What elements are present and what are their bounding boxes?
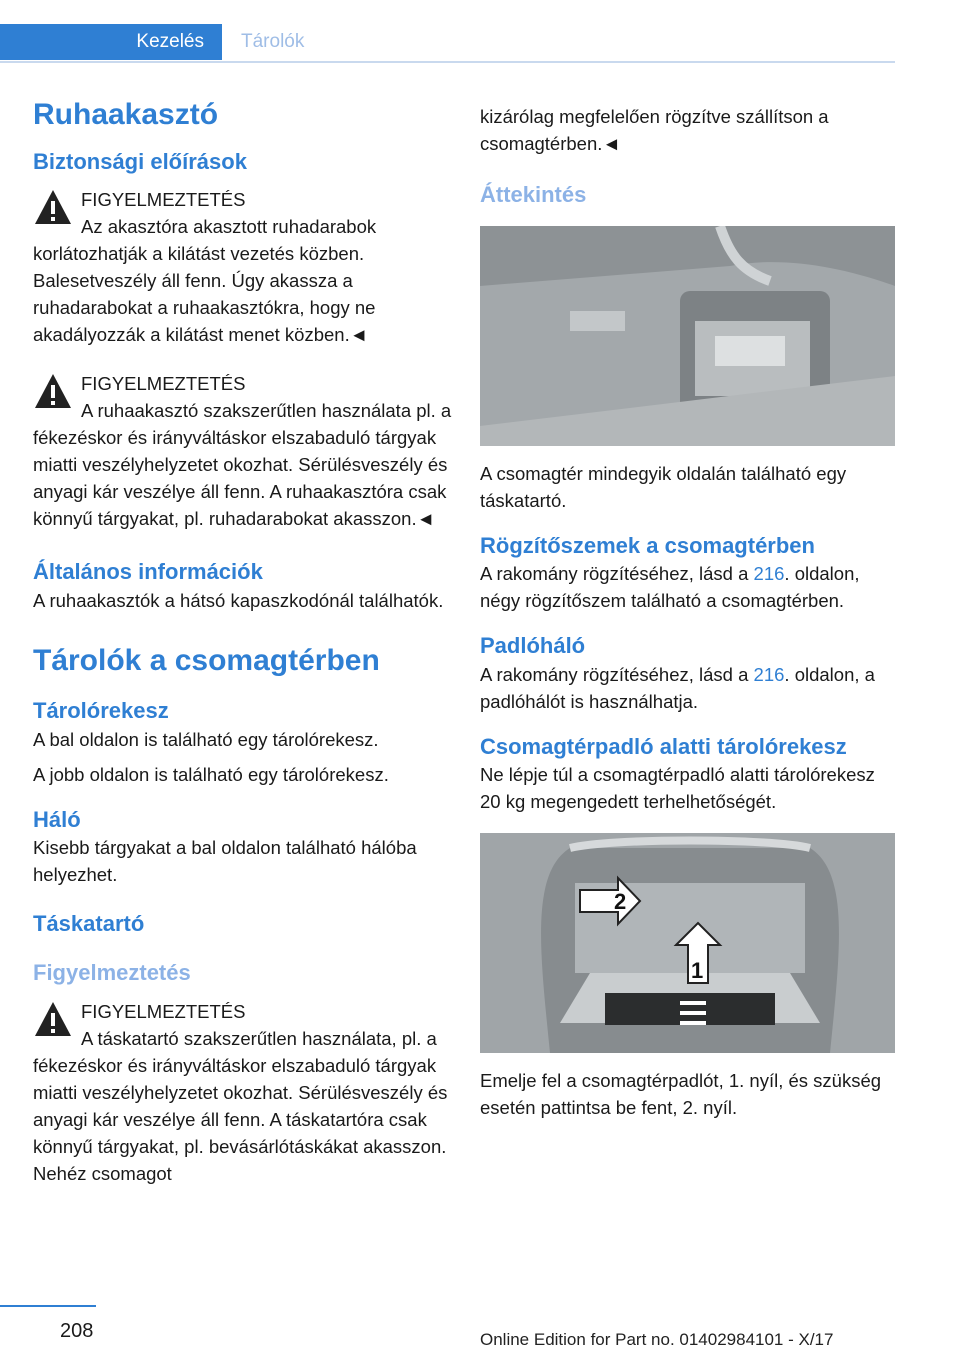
safety-heading: Biztonsági előírások: [33, 148, 247, 174]
anchors-heading: Rögzítőszemek a csomagtérben: [480, 532, 815, 558]
footer-divider: [0, 1305, 96, 1307]
right-column: [480, 103, 900, 1121]
page-link-216[interactable]: 216: [753, 563, 785, 585]
figure1-caption: A csomagtér mindegyik oldalán található egy táskatartó.: [480, 462, 847, 511]
header-tab-bar: [0, 24, 895, 62]
warning-label: FIGYELMEZTETÉS: [81, 1000, 246, 1022]
underfloor-text: Ne lépje túl a csomagtérpadló alatti tárolórekesz 20 kg megengedett terhelhetőségét.: [480, 764, 875, 813]
tab-kezeles[interactable]: Kezelés: [0, 24, 222, 60]
warning-text: A ruhaakasztó szakszerűtlen használata pl. a fékezéskor és irányváltáskor elszabaduló tárgyak miatti veszélyhelyzetet okozhat. Sérülésveszély és anyagi kár veszélye áll fenn. A ruhaakasztóra csak könnyű tárgyakat, pl. ruhadarabokat akasszon.◄: [33, 400, 452, 530]
trunk-floor-illustration: [480, 833, 895, 1053]
underfloor-heading: Csomagtérpadló alatti tárolórekesz: [480, 733, 847, 759]
floornet-text: [480, 661, 900, 715]
warning-text: A táskatartó szakszerűtlen használata, pl. a fékezéskor és irányváltáskor elszabaduló tárgyak miatti veszélyhelyzetet okozhat. Sérülésveszély és anyagi kár veszélye áll fenn. A táskatartóra csak könnyű tárgyakat, pl. bevásárlótáskákat akasszon. Nehéz csomagot: [33, 1027, 448, 1184]
warning-label: FIGYELMEZTETÉS: [81, 189, 246, 211]
trunk-side-image: [480, 226, 895, 446]
floornet-text-post: . oldalon, a padlóhálót is használhatja.: [480, 663, 875, 712]
warning-label: FIGYELMEZTETÉS: [81, 373, 246, 395]
compartment-text-1: A bal oldalon is található egy tárolórekesz.: [33, 728, 379, 750]
compartment-heading: Tárolórekesz: [33, 698, 169, 724]
trunk-side-illustration: [480, 226, 895, 446]
anchors-text-post: . oldalon, négy rögzítőszem található a csomagtérben.: [480, 563, 860, 612]
tab-tarolok[interactable]: Tárolók: [241, 31, 305, 52]
figure2-caption: Emelje fel a csomagtérpadlót, 1. nyíl, és szükség esetén pattintsa be fent, 2. nyíl.: [480, 1070, 882, 1119]
warning-text: Az akasztóra akasztott ruhadarabok korlátozhatják a kilátást vezetés közben. Balesetveszély áll fenn. Úgy akassza a ruhadarabokat a ruhaakasztókra, hogy ne akadályozzák a kilátást menet közben.◄: [33, 216, 377, 346]
overview-heading: Áttekintés: [480, 182, 587, 207]
warning-triangle-icon: [33, 1000, 73, 1038]
net-text: Kisebb tárgyakat a bal oldalon található hálóba helyezhet.: [33, 837, 417, 886]
bag-holder-heading: Táskatartó: [33, 911, 145, 937]
warning-block-1: [33, 186, 453, 348]
page-number: 208: [60, 1320, 94, 1342]
warning-block-2: [33, 370, 453, 532]
page-title: Ruhaakasztó: [33, 98, 219, 131]
arrow-1-label: 1: [691, 958, 704, 984]
edition-footer: Online Edition for Part no. 01402984101 - X/17: [480, 1330, 834, 1349]
general-heading: Általános információk: [33, 559, 263, 585]
warning-subheading: Figyelmeztetés: [33, 959, 191, 985]
anchors-text-pre: A rakomány rögzítéséhez, lásd a: [480, 563, 754, 585]
left-column: [33, 96, 453, 1187]
page-link-216[interactable]: 216: [753, 663, 785, 685]
net-heading: Háló: [33, 806, 81, 832]
warning-block-3: [33, 998, 453, 1187]
warning-triangle-icon: [33, 188, 73, 226]
trunk-floor-image: [480, 833, 895, 1053]
warning-triangle-icon: [33, 372, 73, 410]
floornet-heading: Padlóháló: [480, 633, 586, 659]
general-text: A ruhaakasztók a hátsó kapaszkodónál találhatók.: [33, 589, 444, 611]
section-title: Tárolók a csomagtérben: [33, 643, 380, 677]
floornet-text-pre: A rakomány rögzítéséhez, lásd a: [480, 663, 754, 685]
arrow-2-label: 2: [614, 889, 627, 915]
continued-text: kizárólag megfelelően rögzítve szállítson a csomagtérben.◄: [480, 106, 829, 154]
compartment-text-2: A jobb oldalon is található egy tárolórekesz.: [33, 763, 389, 785]
anchors-text: [480, 560, 900, 614]
header-divider: [0, 61, 895, 63]
